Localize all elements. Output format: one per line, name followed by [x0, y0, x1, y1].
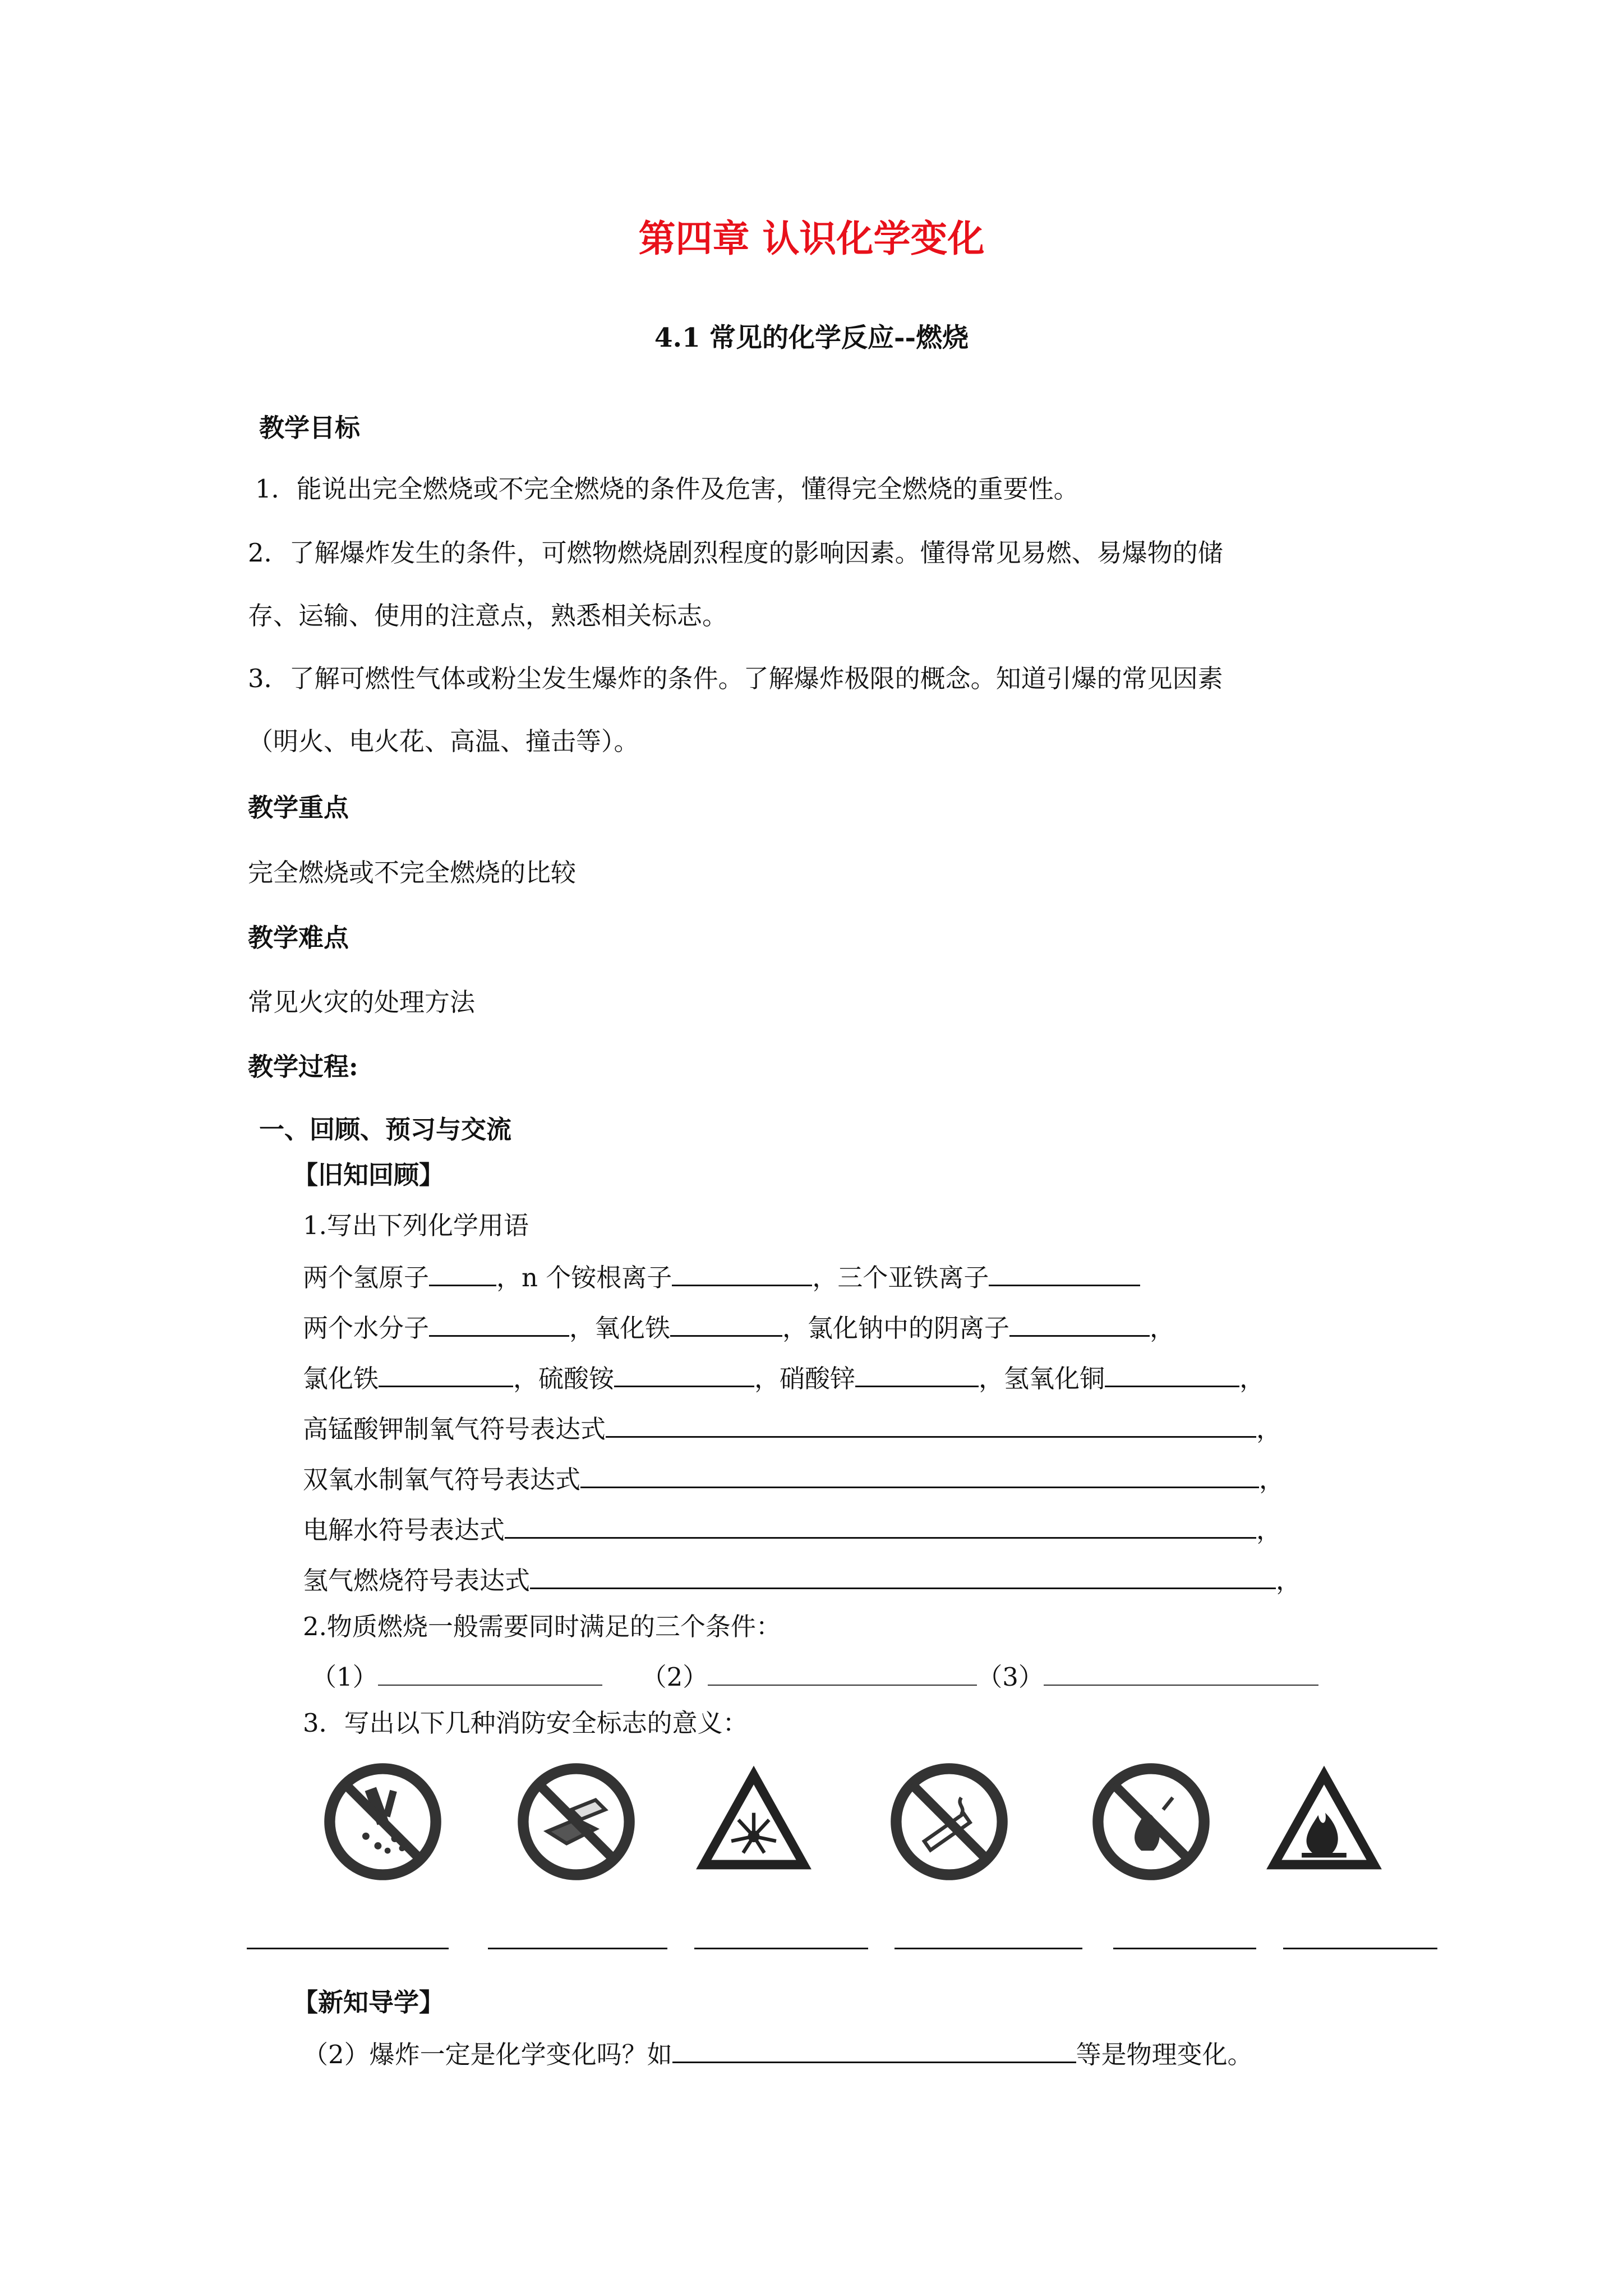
equation-h2-combustion [303, 1559, 1301, 1598]
blank[interactable] [378, 1658, 602, 1686]
punct: ， [1256, 1515, 1282, 1545]
label-copper-hydroxide: ，氢氧化铜 [979, 1364, 1105, 1393]
sign-answer-line-5[interactable] [1113, 1948, 1256, 1949]
punct: ， [1256, 1414, 1282, 1444]
no-smoking-icon [889, 1761, 1009, 1882]
label-zinc-nitrate: ，硝酸锌 [754, 1364, 856, 1393]
explosion-question [303, 2033, 1253, 2072]
label-two-h-atoms: 两个氢原子 [303, 1263, 430, 1292]
equation-kmno4 [303, 1408, 1281, 1446]
part1-heading: 一、回顾、预习与交流 [259, 1115, 512, 1144]
blank[interactable] [1105, 1358, 1239, 1387]
conditions-row [311, 1658, 1318, 1694]
label-chloride-anion: ，氯化钠中的阴离子 [782, 1313, 1010, 1343]
explosive-warning-icon [689, 1759, 819, 1876]
no-open-flame-icon [1091, 1761, 1211, 1882]
key-point-heading: 教学重点 [248, 793, 349, 822]
objective-line-5: （明火、电火花、高温、撞击等）。 [248, 726, 639, 756]
condition-2-label: （2） [641, 1662, 708, 1692]
equation-h2o2 [303, 1458, 1284, 1497]
no-matches-icon [516, 1761, 637, 1882]
blank[interactable] [672, 1257, 812, 1286]
sign-answer-line-2[interactable] [488, 1948, 667, 1949]
new-knowledge-heading: 【新知导学】 [293, 1987, 445, 2017]
question-suffix: 等是物理变化。 [1076, 2040, 1253, 2069]
equation-electrolysis [303, 1509, 1281, 1547]
blank[interactable] [1044, 1658, 1318, 1686]
blank[interactable] [672, 2033, 1076, 2063]
sign-answer-line-4[interactable] [895, 1948, 1082, 1949]
question-2: 2.物质燃烧一般需要同时满足的三个条件： [303, 1612, 781, 1641]
blank[interactable] [505, 1509, 1256, 1539]
formula-row-2 [303, 1307, 1175, 1345]
key-point-text: 完全燃烧或不完全燃烧的比较 [248, 858, 577, 887]
blank[interactable] [614, 1358, 754, 1387]
blank[interactable] [429, 1307, 569, 1337]
blank[interactable] [989, 1257, 1140, 1286]
label-ammonium-sulfate: ，硫酸铵 [513, 1364, 615, 1393]
blank[interactable] [855, 1358, 979, 1387]
question-3: 3．写出以下几种消防安全标志的意义： [303, 1708, 748, 1738]
label-ferrous-ions: ，三个亚铁离子 [812, 1263, 989, 1292]
objective-line-1: 1．能说出完全燃烧或不完全燃烧的条件及危害，懂得完全燃烧的重要性。 [255, 474, 1079, 504]
objective-line-3: 存、运输、使用的注意点，熟悉相关标志。 [248, 601, 728, 631]
question-1: 1.写出下列化学用语 [303, 1211, 529, 1240]
label-iron-oxide: ，氧化铁 [569, 1313, 671, 1343]
chapter-title: 第四章 认识化学变化 [638, 217, 985, 260]
objective-line-2: 2．了解爆炸发生的条件，可燃物燃烧剧烈程度的影响因素。懂得常见易燃、易爆物的储 [248, 538, 1223, 568]
sign-answer-line-1[interactable] [247, 1948, 449, 1949]
blank[interactable] [1009, 1307, 1150, 1337]
sign-answer-line-3[interactable] [694, 1948, 868, 1949]
punct: ， [1276, 1566, 1302, 1595]
section-title: 4.1 常见的化学反应--燃烧 [654, 323, 969, 353]
blank[interactable] [379, 1358, 513, 1387]
equation-label: 高锰酸钾制氧气符号表达式 [303, 1414, 606, 1444]
label-ammonium-ions: ，n 个铵根离子 [496, 1263, 672, 1292]
question-prefix: （2）爆炸一定是化学变化吗？如 [303, 2040, 672, 2069]
equation-label: 双氧水制氧气符号表达式 [303, 1465, 581, 1494]
condition-3-label: （3） [977, 1662, 1044, 1692]
equation-label: 电解水符号表达式 [303, 1515, 505, 1545]
punct: ， [1239, 1364, 1265, 1393]
label-two-water: 两个水分子 [303, 1313, 430, 1343]
blank[interactable] [670, 1307, 782, 1337]
label-ferric-chloride: 氯化铁 [303, 1364, 379, 1393]
flammable-warning-icon [1259, 1759, 1389, 1876]
difficulty-text: 常见火灾的处理方法 [248, 987, 476, 1017]
blank[interactable] [429, 1257, 496, 1286]
review-heading: 【旧知回顾】 [293, 1160, 445, 1190]
punct: ， [1150, 1313, 1175, 1343]
blank[interactable] [606, 1408, 1256, 1438]
blank[interactable] [530, 1559, 1276, 1589]
equation-label: 氢气燃烧符号表达式 [303, 1566, 531, 1595]
difficulty-heading: 教学难点 [248, 923, 349, 953]
no-fireworks-icon [322, 1761, 443, 1882]
blank[interactable] [708, 1658, 977, 1686]
objective-line-4: 3．了解可燃性气体或粉尘发生爆炸的条件。了解爆炸极限的概念。知道引爆的常见因素 [248, 664, 1223, 693]
punct: ， [1259, 1465, 1285, 1494]
objectives-heading: 教学目标 [259, 413, 361, 443]
blank[interactable] [580, 1458, 1259, 1488]
formula-row-1 [303, 1257, 1140, 1295]
condition-1-label: （1） [311, 1662, 378, 1692]
process-heading: 教学过程: [248, 1052, 358, 1082]
formula-row-3 [303, 1358, 1265, 1396]
sign-answer-line-6[interactable] [1283, 1948, 1437, 1949]
